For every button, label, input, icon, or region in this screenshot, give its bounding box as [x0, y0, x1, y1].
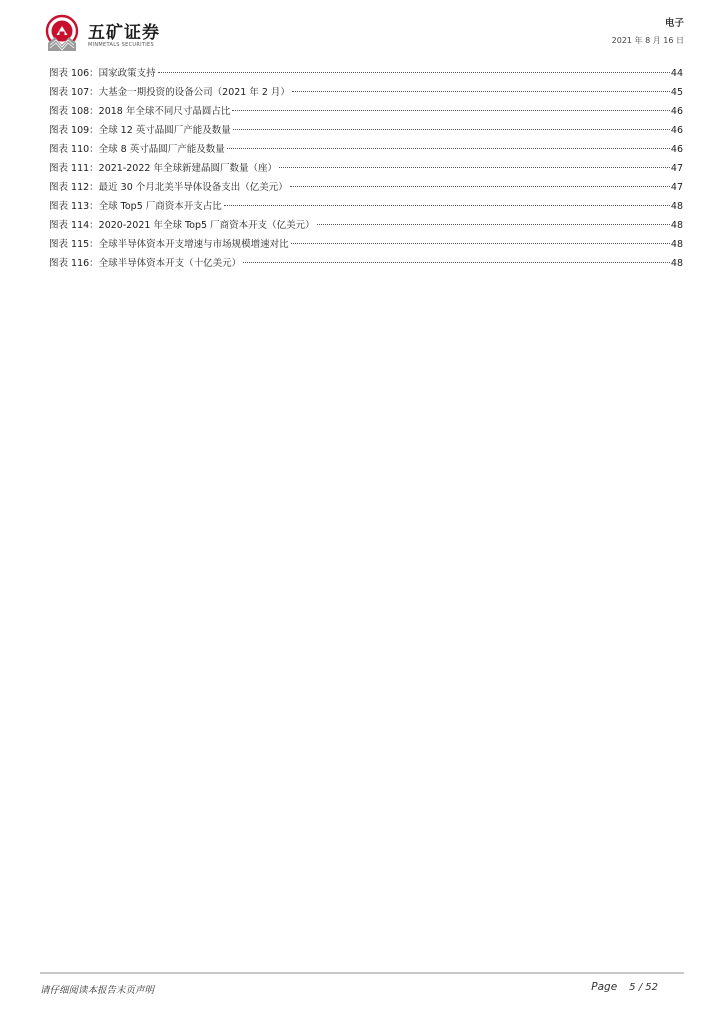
- toc-entry[interactable]: [49, 83, 683, 102]
- toc-entry-title: 图表 112：最近 30 个月北美半导体设备支出（亿美元）: [49, 182, 288, 193]
- toc-entry[interactable]: [49, 159, 683, 178]
- header-meta: [612, 17, 684, 46]
- toc-dot-leader: [292, 91, 670, 92]
- company-logo: [42, 12, 182, 54]
- toc-entry-title: 图表 116：全球半导体资本开支（十亿美元）: [49, 258, 242, 269]
- footer-divider: [40, 972, 684, 974]
- toc-entry-page: 48: [670, 201, 683, 212]
- toc-entry-title: 图表 108：2018 年全球不同尺寸晶圆占比: [49, 106, 231, 117]
- toc-entry-title: 图表 115：全球半导体资本开支增速与市场规模增速对比: [49, 239, 289, 250]
- toc-entry[interactable]: [49, 235, 683, 254]
- report-section: 电子: [664, 18, 684, 29]
- toc-dot-leader: [233, 129, 670, 130]
- toc-dot-leader: [317, 224, 670, 225]
- toc-entry-page: 46: [670, 106, 683, 117]
- toc-dot-leader: [243, 262, 670, 263]
- toc-entry[interactable]: [49, 102, 683, 121]
- toc-dot-leader: [232, 110, 670, 111]
- page-label: Page: [591, 981, 618, 993]
- toc-entry[interactable]: [49, 121, 683, 140]
- page-number: 5 / 52: [629, 982, 658, 993]
- report-date: 2021 年 8 月 16 日: [611, 36, 684, 45]
- toc-entry-title: 图表 106：国家政策支持: [49, 68, 156, 79]
- toc-entry-title: 图表 111：2021-2022 年全球新建晶圆厂数量（座）: [49, 163, 277, 174]
- toc-entry[interactable]: [49, 254, 683, 273]
- toc-entry[interactable]: [49, 140, 683, 159]
- toc-entry-title: 图表 107：大基金一期投资的设备公司（2021 年 2 月）: [49, 87, 290, 98]
- toc-dot-leader: [158, 72, 670, 73]
- brand-name: 五矿证券: [88, 23, 160, 43]
- toc-entry-title: 图表 109：全球 12 英寸晶圆厂产能及数量: [49, 125, 231, 136]
- toc-entry-title: 图表 114：2020-2021 年全球 Top5 厂商资本开支（亿美元）: [49, 220, 315, 231]
- footer-page-indicator: [591, 981, 658, 993]
- figure-index-list: [49, 64, 683, 273]
- toc-entry-page: 45: [670, 87, 683, 98]
- minmetals-emblem-icon: [42, 12, 82, 52]
- toc-entry-page: 47: [670, 182, 683, 193]
- toc-entry-page: 47: [670, 163, 683, 174]
- footer-disclaimer-note: 请仔细阅读本报告末页声明: [40, 985, 155, 996]
- toc-dot-leader: [290, 186, 670, 187]
- toc-entry[interactable]: [49, 64, 683, 83]
- toc-dot-leader: [279, 167, 670, 168]
- toc-entry-page: 44: [670, 68, 683, 79]
- brand-subtitle: MINMETALS SECURITIES: [88, 42, 154, 48]
- toc-entry[interactable]: [49, 216, 683, 235]
- toc-entry[interactable]: [49, 178, 683, 197]
- toc-entry[interactable]: [49, 197, 683, 216]
- page-header: [0, 0, 724, 60]
- toc-dot-leader: [291, 243, 670, 244]
- toc-entry-page: 48: [670, 220, 683, 231]
- toc-entry-title: 图表 110：全球 8 英寸晶圆厂产能及数量: [49, 144, 225, 155]
- toc-entry-page: 46: [670, 125, 683, 136]
- toc-entry-page: 48: [670, 239, 683, 250]
- toc-dot-leader: [227, 148, 670, 149]
- toc-entry-title: 图表 113：全球 Top5 厂商资本开支占比: [49, 201, 222, 212]
- toc-entry-page: 48: [670, 258, 683, 269]
- toc-entry-page: 46: [670, 144, 683, 155]
- toc-dot-leader: [224, 205, 670, 206]
